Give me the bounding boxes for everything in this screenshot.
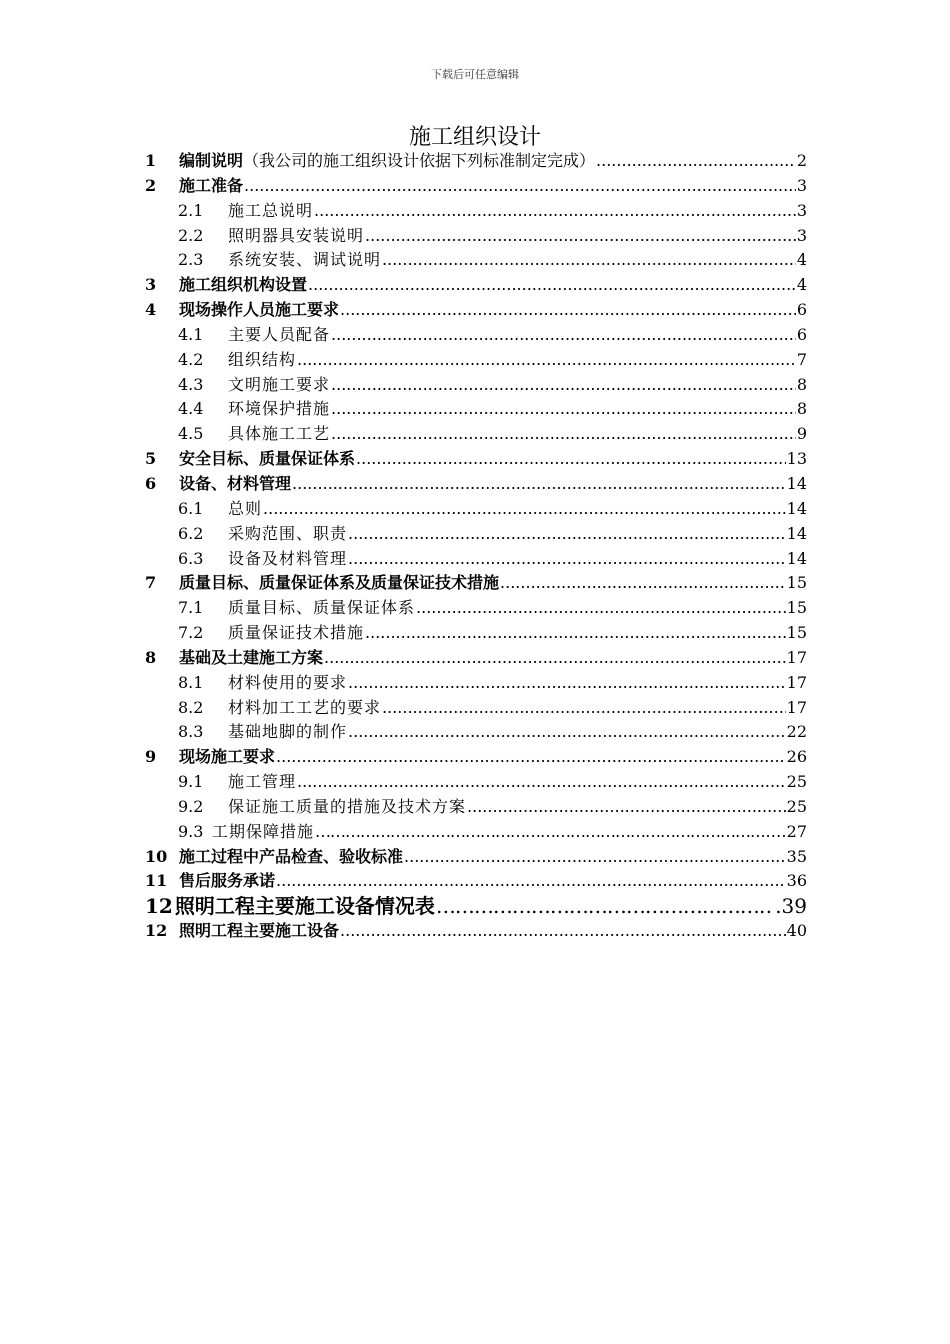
- toc-entry[interactable]: [145, 298, 807, 323]
- toc-entry-page-number: 17: [786, 697, 807, 717]
- toc-entry-page-number: 2: [796, 151, 807, 170]
- toc-entry-page-number: 4: [796, 250, 807, 270]
- toc-entry[interactable]: [145, 919, 807, 944]
- toc-entry-title: 材料加工工艺的要求: [228, 697, 382, 717]
- toc-entry-page-number: 14: [786, 498, 807, 518]
- toc-entry-page-number: 25: [786, 796, 807, 816]
- toc-entry-number: 6: [145, 473, 157, 493]
- toc-entry-page-number: 14: [786, 473, 807, 493]
- toc-entry-number: 6.2: [178, 523, 204, 543]
- toc-entry-number: 2: [145, 175, 157, 195]
- toc-entry-title: 系统安装、调试说明: [228, 250, 382, 270]
- toc-entry[interactable]: [145, 671, 807, 696]
- toc-entry[interactable]: [145, 820, 807, 845]
- toc-entry-title: 施工准备: [179, 175, 244, 195]
- toc-entry-number: 7.1: [178, 598, 204, 618]
- toc-entry[interactable]: [145, 348, 807, 373]
- toc-dot-leader: [348, 522, 786, 547]
- toc-entry-page-number: 15: [786, 623, 807, 643]
- toc-dot-leader: [292, 472, 786, 497]
- toc-entry-page-number: 8: [796, 399, 807, 419]
- toc-entry-title: 施工过程中产品检查、验收标准: [179, 846, 404, 866]
- toc-entry-number: 1: [145, 151, 157, 170]
- toc-dot-leader: [348, 671, 786, 696]
- toc-dot-leader: [348, 547, 786, 572]
- table-of-contents: [145, 149, 807, 944]
- toc-entry-page-number: 7: [796, 349, 807, 369]
- toc-dot-leader: [297, 770, 786, 795]
- toc-entry[interactable]: [145, 596, 807, 621]
- toc-entry-note: （我公司的施工组织设计依据下列标准制定完成）: [243, 151, 596, 170]
- toc-entry-number: 11: [145, 871, 168, 891]
- toc-entry[interactable]: [145, 273, 807, 298]
- toc-entry-title: 施工总说明: [228, 200, 314, 220]
- toc-entry-number: 6.1: [178, 498, 204, 518]
- toc-entry[interactable]: [145, 373, 807, 398]
- toc-entry-number: 9.3: [178, 821, 204, 841]
- toc-entry-title: 设备及材料管理: [228, 548, 348, 568]
- toc-entry-number: 8.2: [178, 697, 204, 717]
- toc-entry-page-number: 3: [796, 225, 807, 245]
- toc-dot-leader: [315, 820, 754, 845]
- toc-dot-leader: [297, 348, 796, 373]
- toc-dot-leader: [331, 323, 796, 348]
- toc-entry[interactable]: [145, 224, 807, 249]
- toc-entry-page-number: 15: [786, 573, 807, 593]
- toc-entry-title: 质量目标、质量保证体系: [228, 598, 416, 618]
- toc-entry-page-number: ...…27: [755, 821, 807, 841]
- toc-entry[interactable]: [145, 845, 807, 870]
- toc-entry-page-number: 25: [786, 772, 807, 792]
- toc-dot-leader: [308, 273, 796, 298]
- header-note: 下载后可任意编辑: [431, 68, 519, 81]
- toc-entry-number: 4.4: [178, 399, 204, 419]
- toc-entry-title: 总则: [228, 498, 263, 518]
- toc-entry-title: 现场操作人员施工要求: [179, 300, 340, 320]
- toc-dot-leader: [314, 199, 796, 224]
- toc-entry-number: 7: [145, 573, 157, 593]
- toc-dot-leader: [324, 646, 786, 671]
- toc-entry-number: 2.3: [178, 250, 204, 270]
- toc-entry-title: 基础地脚的制作: [228, 722, 348, 742]
- toc-entry-title: 保证施工质量的措施及技术方案: [228, 796, 467, 816]
- toc-entry-title: 材料使用的要求: [228, 672, 348, 692]
- toc-entry-title: 设备、材料管理: [179, 473, 292, 493]
- toc-entry[interactable]: [145, 720, 807, 745]
- toc-entry-number: 10: [145, 846, 168, 866]
- toc-dot-leader: [382, 248, 796, 273]
- toc-entry[interactable]: [145, 472, 807, 497]
- toc-entry[interactable]: [145, 522, 807, 547]
- toc-entry-page-number: 14: [786, 523, 807, 543]
- toc-entry-number: 8.3: [178, 722, 204, 742]
- toc-dot-leader: [436, 894, 774, 919]
- toc-entry[interactable]: [145, 199, 807, 224]
- toc-entry-title: 工期保障措施: [212, 821, 315, 841]
- toc-dot-leader: [244, 174, 796, 199]
- toc-entry-number: 9: [145, 747, 157, 767]
- toc-entry-number: 5: [145, 449, 157, 469]
- toc-dot-leader: [365, 621, 786, 646]
- toc-entry[interactable]: [145, 397, 807, 422]
- toc-dot-leader: [263, 497, 786, 522]
- toc-dot-leader: [276, 745, 786, 770]
- toc-entry-title: 采购范围、职责: [228, 523, 348, 543]
- toc-entry-number: 4.1: [178, 324, 204, 344]
- toc-dot-leader: [276, 869, 786, 894]
- toc-dot-leader: [382, 696, 786, 721]
- toc-entry-title: 环境保护措施: [228, 399, 331, 419]
- toc-entry-number: 8.1: [178, 672, 204, 692]
- toc-entry-page-number: 40: [786, 921, 807, 941]
- toc-dot-leader: [340, 298, 796, 323]
- toc-entry-page-number: 3: [796, 200, 807, 220]
- toc-entry[interactable]: [145, 497, 807, 522]
- toc-dot-leader: [331, 373, 796, 398]
- toc-entry-page-number: 6: [796, 300, 807, 320]
- toc-entry-title: 基础及土建施工方案: [179, 647, 324, 667]
- toc-entry-number: 9.1: [178, 772, 204, 792]
- toc-entry[interactable]: [145, 894, 807, 919]
- toc-entry-page-number: 35: [786, 846, 807, 866]
- toc-entry[interactable]: [145, 795, 807, 820]
- toc-entry[interactable]: [145, 323, 807, 348]
- toc-entry-page-number: .39: [775, 894, 807, 919]
- toc-entry-title: 文明施工要求: [228, 374, 331, 394]
- toc-dot-leader: [348, 720, 786, 745]
- toc-entry[interactable]: [145, 174, 807, 199]
- toc-entry-number: 6.3: [178, 548, 204, 568]
- toc-entry-page-number: 3: [796, 175, 807, 195]
- toc-entry-title: 售后服务承诺: [179, 871, 276, 891]
- toc-entry[interactable]: [145, 646, 807, 671]
- toc-dot-leader: [500, 571, 786, 596]
- toc-entry-page-number: 26: [786, 747, 807, 767]
- toc-entry-page-number: 17: [786, 647, 807, 667]
- toc-entry-page-number: 6: [796, 324, 807, 344]
- toc-entry[interactable]: [145, 248, 807, 273]
- toc-entry-title: 安全目标、质量保证体系: [179, 449, 356, 469]
- toc-entry-page-number: 15: [786, 598, 807, 618]
- toc-entry-number: 12: [145, 894, 173, 919]
- toc-dot-leader: [467, 795, 786, 820]
- toc-entry-page-number: 17: [786, 672, 807, 692]
- toc-entry-number: 7.2: [178, 623, 204, 643]
- toc-entry-title: 照明工程主要施工设备: [179, 921, 340, 941]
- toc-entry-title: 照明工程主要施工设备情况表: [174, 894, 435, 919]
- toc-dot-leader: [596, 149, 796, 174]
- toc-entry[interactable]: [145, 547, 807, 572]
- toc-dot-leader: [365, 224, 796, 249]
- toc-dot-leader: [331, 397, 796, 422]
- toc-dot-leader: [356, 447, 786, 472]
- toc-entry-title: 施工组织机构设置: [179, 275, 308, 295]
- toc-entry-page-number: 8: [796, 374, 807, 394]
- toc-entry-page-number: 4: [796, 275, 807, 295]
- toc-entry[interactable]: [145, 571, 807, 596]
- toc-entry-title: 组织结构: [228, 349, 297, 369]
- toc-dot-leader: [331, 422, 796, 447]
- toc-entry[interactable]: [145, 149, 807, 174]
- toc-entry-number: 2.1: [178, 200, 204, 220]
- toc-entry-title: 质量目标、质量保证体系及质量保证技术措施: [179, 573, 500, 593]
- toc-entry-page-number: 14: [786, 548, 807, 568]
- toc-entry-page-number: 22: [786, 722, 807, 742]
- toc-dot-leader: [416, 596, 786, 621]
- toc-entry-title: 具体施工工艺: [228, 424, 331, 444]
- toc-entry[interactable]: [145, 745, 807, 770]
- toc-entry-page-number: 13: [786, 449, 807, 469]
- toc-entry-page-number: 36: [786, 871, 807, 891]
- toc-entry-number: 2.2: [178, 225, 204, 245]
- toc-entry[interactable]: [145, 422, 807, 447]
- toc-entry-number: 4: [145, 300, 157, 320]
- toc-entry-page-number: 9: [796, 424, 807, 444]
- toc-entry-number: 8: [145, 647, 157, 667]
- toc-entry-title: 施工管理: [228, 772, 297, 792]
- toc-entry-number: 3: [145, 275, 157, 295]
- toc-entry-title: 编制说明: [179, 151, 244, 170]
- toc-dot-leader: [404, 845, 786, 870]
- toc-entry[interactable]: [145, 869, 807, 894]
- toc-entry-number: 4.2: [178, 349, 204, 369]
- toc-dot-leader: [340, 919, 786, 944]
- toc-entry-title: 照明器具安装说明: [228, 225, 365, 245]
- toc-entry[interactable]: [145, 696, 807, 721]
- document-title: 施工组织设计: [408, 125, 541, 150]
- toc-entry[interactable]: [145, 621, 807, 646]
- toc-entry[interactable]: [145, 447, 807, 472]
- toc-entry-number: 4.3: [178, 374, 204, 394]
- toc-entry[interactable]: [145, 770, 807, 795]
- toc-entry-title: 质量保证技术措施: [228, 623, 365, 643]
- toc-entry-title: 主要人员配备: [228, 324, 331, 344]
- toc-entry-number: 9.2: [178, 796, 204, 816]
- toc-entry-number: 4.5: [178, 424, 204, 444]
- toc-entry-title: 现场施工要求: [179, 747, 276, 767]
- toc-entry-number: 12: [145, 921, 168, 941]
